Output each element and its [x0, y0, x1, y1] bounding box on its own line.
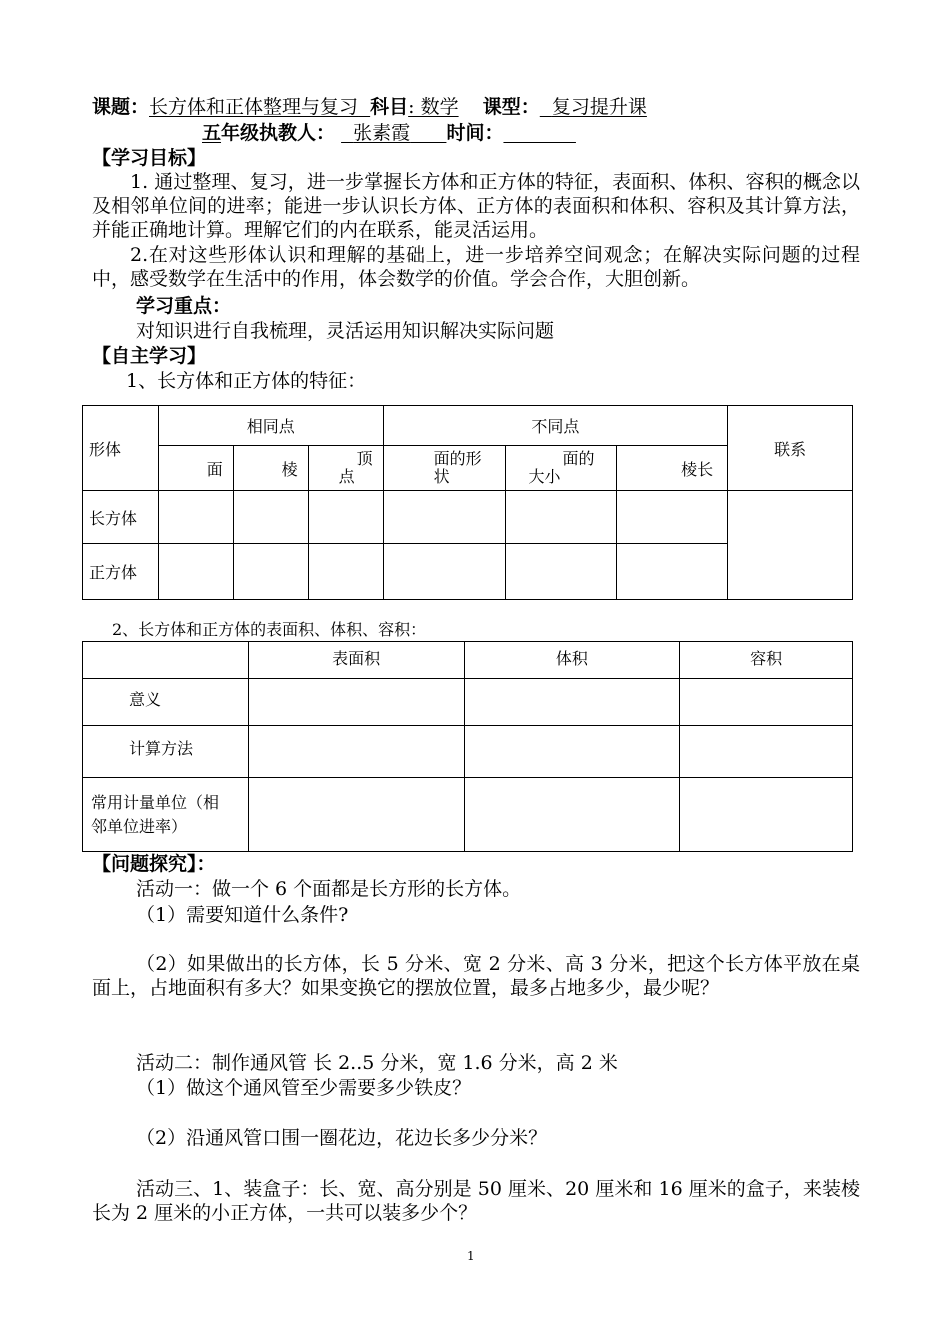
row-meaning-label: 意义 — [83, 679, 249, 726]
header-line-2 — [202, 121, 576, 145]
table-cell — [233, 491, 308, 544]
topic-label: 课题： — [92, 96, 150, 118]
activity-1: 活动一：做一个 6 个面都是长方形的长方体。 — [136, 878, 522, 900]
table-cell — [617, 491, 728, 544]
table-cell — [308, 491, 383, 544]
relation-header: 联系 — [728, 406, 853, 491]
table-cell — [158, 544, 233, 600]
table-cell — [248, 778, 464, 852]
type-label: 课型： — [482, 96, 540, 118]
header-line-1 — [92, 95, 647, 119]
topic-value: 长方体和正体整理与复习 — [149, 96, 359, 118]
header-capacity: 容积 — [680, 642, 853, 679]
units-line-2: 邻单位进率） — [91, 816, 188, 836]
activity-2: 活动二：制作通风管 长 2..5 分米，宽 1.6 分米，高 2 米 — [136, 1052, 618, 1074]
sub-header-face-size — [506, 446, 617, 491]
table-cell — [680, 679, 853, 726]
table-cell — [158, 491, 233, 544]
table-cell — [680, 726, 853, 778]
sub-header-face: 面 — [158, 446, 233, 491]
row-cuboid-label: 长方体 — [83, 491, 159, 544]
activity-3: 活动三、1、装盒子：长、宽、高分别是 50 厘米、20 厘米和 16 厘米的盒子，来装棱长为 2 厘米的小正方体，一共可以装多少个？ — [92, 1178, 860, 1224]
type-value: 复习提升课 — [551, 96, 647, 118]
table-cell — [248, 726, 464, 778]
grade-label: 年级执教人： — [221, 122, 336, 144]
relation-cell — [728, 491, 853, 600]
table-cell — [464, 778, 680, 852]
face-shape-line-1: 面的形 — [433, 449, 482, 468]
table-cell — [383, 491, 506, 544]
table-cell — [233, 544, 308, 600]
vertex-line-1: 顶 — [356, 449, 373, 468]
time-label: 时间： — [446, 122, 504, 144]
key-points-text: 对知识进行自我梳理，灵活运用知识解决实际问题 — [136, 320, 555, 342]
row-calculation-label: 计算方法 — [83, 726, 249, 778]
goals-heading: 【学习目标】 — [92, 147, 207, 169]
face-size-line-1: 面的 — [562, 449, 595, 468]
sub-header-edge: 棱 — [233, 446, 308, 491]
header-surface-area: 表面积 — [248, 642, 464, 679]
self-study-heading: 【自主学习】 — [92, 345, 207, 367]
page-number: 1 — [467, 1249, 475, 1263]
table-cell — [83, 642, 249, 679]
row-cube-label: 正方体 — [83, 544, 159, 600]
activity-2-question-1: （1）做这个通风管至少需要多少铁皮？ — [136, 1077, 472, 1099]
activity-2-question-2: （2）沿通风管口围一圈花边，花边长多少分米？ — [136, 1127, 548, 1149]
activity-1-question-1: （1）需要知道什么条件? — [136, 904, 349, 926]
area-volume-table — [82, 641, 853, 852]
same-points-header: 相同点 — [158, 406, 383, 446]
activity-1-question-2: （2）如果做出的长方体，长 5 分米、宽 2 分米、高 3 分米，把这个长方体平放在桌面上，占地面积有多大？如果变换它的摆放位置，最多占地多少，最少呢？ — [92, 953, 860, 999]
table-cell — [617, 544, 728, 600]
goal-paragraph-1: 1. 通过整理、复习，进一步掌握长方体和正方体的特征，表面积、体积、容积的概念以及相邻单位间的进率；能进一步认识长方体、正方体的表面积和体积、容积及其计算方法，并能正确地计算。理解它们的内在联系，能灵活运用。 — [92, 171, 860, 241]
table-cell — [308, 544, 383, 600]
sub-header-face-shape — [383, 446, 506, 491]
row-units-label — [83, 778, 249, 852]
features-table — [82, 405, 853, 600]
table-cell — [506, 544, 617, 600]
units-line-1: 常用计量单位（相 — [91, 792, 220, 812]
table-cell — [680, 778, 853, 852]
face-size-line-2: 大小 — [528, 467, 561, 486]
subject-value: : 数学 — [408, 96, 459, 118]
self-study-item-2: 2、长方体和正方体的表面积、体积、容积： — [112, 620, 427, 639]
explore-heading: 【问题探究】： — [92, 853, 216, 875]
face-shape-line-2: 状 — [433, 467, 450, 486]
table-cell — [464, 726, 680, 778]
header-volume: 体积 — [464, 642, 680, 679]
sub-header-edge-length: 棱长 — [617, 446, 728, 491]
table-cell — [248, 679, 464, 726]
grade-prefix: 五 — [202, 122, 222, 144]
vertex-line-2: 点 — [338, 467, 355, 486]
subject-label: 科目 — [370, 96, 409, 118]
table-cell — [383, 544, 506, 600]
sub-header-vertex — [308, 446, 383, 491]
goal-paragraph-2: 2.在对这些形体认识和理解的基础上，进一步培养空间观念；在解决实际问题的过程中，感受数学在生活中的作用，体会数学的价值。学会合作，大胆创新。 — [92, 244, 860, 290]
different-points-header: 不同点 — [383, 406, 728, 446]
key-points-heading: 学习重点： — [136, 295, 232, 317]
self-study-item-1: 1、长方体和正方体的特征： — [126, 370, 367, 392]
table-cell — [464, 679, 680, 726]
table-cell — [506, 491, 617, 544]
shape-header: 形体 — [83, 406, 159, 491]
teacher-value: 张素霞 — [353, 122, 411, 144]
